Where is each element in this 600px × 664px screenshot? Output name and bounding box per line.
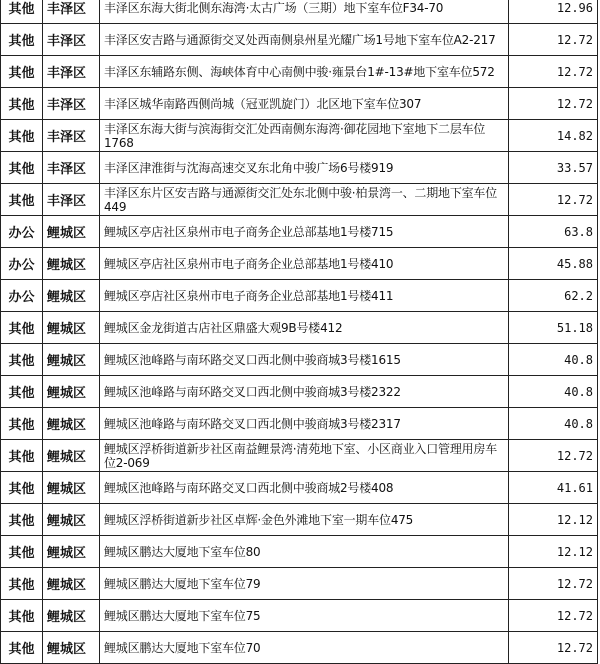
type-cell: 其他 xyxy=(1,600,43,632)
table-row xyxy=(1,632,598,664)
table-row xyxy=(1,152,598,184)
area-cell: 41.61 xyxy=(509,472,598,504)
area-cell: 12.72 xyxy=(509,56,598,88)
district-cell: 鲤城区 xyxy=(43,376,100,408)
address-cell xyxy=(100,344,509,376)
type-cell: 其他 xyxy=(1,184,43,216)
type-cell: 其他 xyxy=(1,56,43,88)
address-cell xyxy=(100,504,509,536)
table-row xyxy=(1,248,598,280)
district-cell: 丰泽区 xyxy=(43,56,100,88)
address-text: 鲤城区鹏达大厦地下室车位79 xyxy=(104,576,261,591)
area-cell: 12.72 xyxy=(509,184,598,216)
area-cell: 12.12 xyxy=(509,504,598,536)
type-cell: 其他 xyxy=(1,504,43,536)
area-cell: 33.57 xyxy=(509,152,598,184)
area-cell: 12.72 xyxy=(509,568,598,600)
table-row xyxy=(1,280,598,312)
table-row xyxy=(1,344,598,376)
table-row xyxy=(1,600,598,632)
address-cell xyxy=(100,120,509,152)
address-text: 鲤城区金龙街道古店社区鼎盛大观9B号楼412 xyxy=(104,320,343,335)
address-cell xyxy=(100,376,509,408)
type-cell: 其他 xyxy=(1,120,43,152)
type-cell: 其他 xyxy=(1,568,43,600)
area-cell: 62.2 xyxy=(509,280,598,312)
address-cell xyxy=(100,24,509,56)
address-cell xyxy=(100,184,509,216)
district-cell: 鲤城区 xyxy=(43,536,100,568)
address-cell xyxy=(100,216,509,248)
area-cell: 12.72 xyxy=(509,600,598,632)
district-cell: 鲤城区 xyxy=(43,216,100,248)
district-cell: 鲤城区 xyxy=(43,344,100,376)
area-cell: 45.88 xyxy=(509,248,598,280)
address-text: 鲤城区池峰路与南环路交叉口西北侧中骏商城3号楼2317 xyxy=(104,416,401,431)
area-cell: 12.72 xyxy=(509,24,598,56)
address-cell xyxy=(100,280,509,312)
district-cell: 鲤城区 xyxy=(43,440,100,472)
address-text: 鲤城区鹏达大厦地下室车位70 xyxy=(104,640,261,655)
district-cell: 丰泽区 xyxy=(43,152,100,184)
address-cell xyxy=(100,568,509,600)
type-cell: 其他 xyxy=(1,440,43,472)
district-cell: 鲤城区 xyxy=(43,280,100,312)
district-cell: 丰泽区 xyxy=(43,120,100,152)
district-cell: 鲤城区 xyxy=(43,312,100,344)
area-cell: 51.18 xyxy=(509,312,598,344)
address-cell xyxy=(100,312,509,344)
district-cell: 丰泽区 xyxy=(43,88,100,120)
address-cell xyxy=(100,0,509,24)
district-cell: 鲤城区 xyxy=(43,568,100,600)
address-cell xyxy=(100,632,509,664)
table-row xyxy=(1,24,598,56)
address-text: 丰泽区东片区安吉路与通源街交汇处东北侧中骏·柏景湾一、二期地下室车位449 xyxy=(104,185,498,214)
address-cell xyxy=(100,536,509,568)
district-cell: 丰泽区 xyxy=(43,184,100,216)
address-text: 鲤城区池峰路与南环路交叉口西北侧中骏商城3号楼2322 xyxy=(104,384,401,399)
address-text: 鲤城区浮桥街道新步社区南益鲤景湾·清苑地下室、小区商业入口管理用房车位2-069 xyxy=(104,441,498,470)
address-cell xyxy=(100,408,509,440)
table-row xyxy=(1,216,598,248)
type-cell: 其他 xyxy=(1,24,43,56)
type-cell: 其他 xyxy=(1,152,43,184)
table-row xyxy=(1,184,598,216)
type-cell: 办公 xyxy=(1,248,43,280)
address-cell xyxy=(100,88,509,120)
address-text: 鲤城区鹏达大厦地下室车位80 xyxy=(104,544,261,559)
address-text: 丰泽区东海大街北侧东海湾·太古广场（三期）地下室车位F34-70 xyxy=(104,0,444,15)
district-cell: 鲤城区 xyxy=(43,632,100,664)
table-row xyxy=(1,440,598,472)
address-cell xyxy=(100,56,509,88)
property-table-body xyxy=(1,0,598,664)
type-cell: 办公 xyxy=(1,216,43,248)
district-cell: 丰泽区 xyxy=(43,0,100,24)
type-cell: 其他 xyxy=(1,408,43,440)
district-cell: 鲤城区 xyxy=(43,504,100,536)
district-cell: 鲤城区 xyxy=(43,600,100,632)
area-cell: 14.82 xyxy=(509,120,598,152)
table-row xyxy=(1,312,598,344)
area-cell: 40.8 xyxy=(509,376,598,408)
table-row xyxy=(1,536,598,568)
district-cell: 鲤城区 xyxy=(43,408,100,440)
address-text: 鲤城区亭店社区泉州市电子商务企业总部基地1号楼715 xyxy=(104,224,394,239)
area-cell: 12.72 xyxy=(509,632,598,664)
district-cell: 鲤城区 xyxy=(43,248,100,280)
table-row xyxy=(1,0,598,24)
address-text: 丰泽区津淮街与沈海高速交叉东北角中骏广场6号楼919 xyxy=(104,160,394,175)
area-cell: 12.72 xyxy=(509,88,598,120)
address-text: 丰泽区东海大街与滨海街交汇处西南侧东海湾·御花园地下室地下二层车位1768 xyxy=(104,121,486,150)
table-row xyxy=(1,56,598,88)
address-cell xyxy=(100,248,509,280)
address-text: 鲤城区池峰路与南环路交叉口西北侧中骏商城3号楼1615 xyxy=(104,352,401,367)
type-cell: 其他 xyxy=(1,312,43,344)
area-cell: 63.8 xyxy=(509,216,598,248)
type-cell: 其他 xyxy=(1,536,43,568)
type-cell: 办公 xyxy=(1,280,43,312)
table-row xyxy=(1,504,598,536)
district-cell: 丰泽区 xyxy=(43,24,100,56)
address-text: 鲤城区鹏达大厦地下室车位75 xyxy=(104,608,261,623)
type-cell: 其他 xyxy=(1,0,43,24)
address-cell xyxy=(100,152,509,184)
table-row xyxy=(1,472,598,504)
type-cell: 其他 xyxy=(1,376,43,408)
type-cell: 其他 xyxy=(1,632,43,664)
table-row xyxy=(1,568,598,600)
area-cell: 40.8 xyxy=(509,408,598,440)
address-text: 鲤城区池峰路与南环路交叉口西北侧中骏商城2号楼408 xyxy=(104,480,394,495)
district-cell: 鲤城区 xyxy=(43,472,100,504)
address-cell xyxy=(100,472,509,504)
table-row xyxy=(1,408,598,440)
table-row xyxy=(1,376,598,408)
area-cell: 12.72 xyxy=(509,440,598,472)
address-text: 鲤城区亭店社区泉州市电子商务企业总部基地1号楼411 xyxy=(104,288,394,303)
area-cell: 12.96 xyxy=(509,0,598,24)
area-cell: 40.8 xyxy=(509,344,598,376)
address-text: 丰泽区城华南路西侧尚城（冠亚凯旋门）北区地下室车位307 xyxy=(104,96,422,111)
type-cell: 其他 xyxy=(1,344,43,376)
address-text: 鲤城区浮桥街道新步社区卓辉·金色外滩地下室一期车位475 xyxy=(104,512,414,527)
address-text: 丰泽区安吉路与通源街交叉处西南侧泉州星光耀广场1号地下室车位A2-217 xyxy=(104,32,496,47)
address-cell xyxy=(100,440,509,472)
type-cell: 其他 xyxy=(1,88,43,120)
address-text: 丰泽区东辅路东侧、海峡体育中心南侧中骏·雍景台1#-13#地下室车位572 xyxy=(104,64,495,79)
area-cell: 12.12 xyxy=(509,536,598,568)
address-cell xyxy=(100,600,509,632)
address-text: 鲤城区亭店社区泉州市电子商务企业总部基地1号楼410 xyxy=(104,256,394,271)
type-cell: 其他 xyxy=(1,472,43,504)
table-row xyxy=(1,120,598,152)
table-row xyxy=(1,88,598,120)
